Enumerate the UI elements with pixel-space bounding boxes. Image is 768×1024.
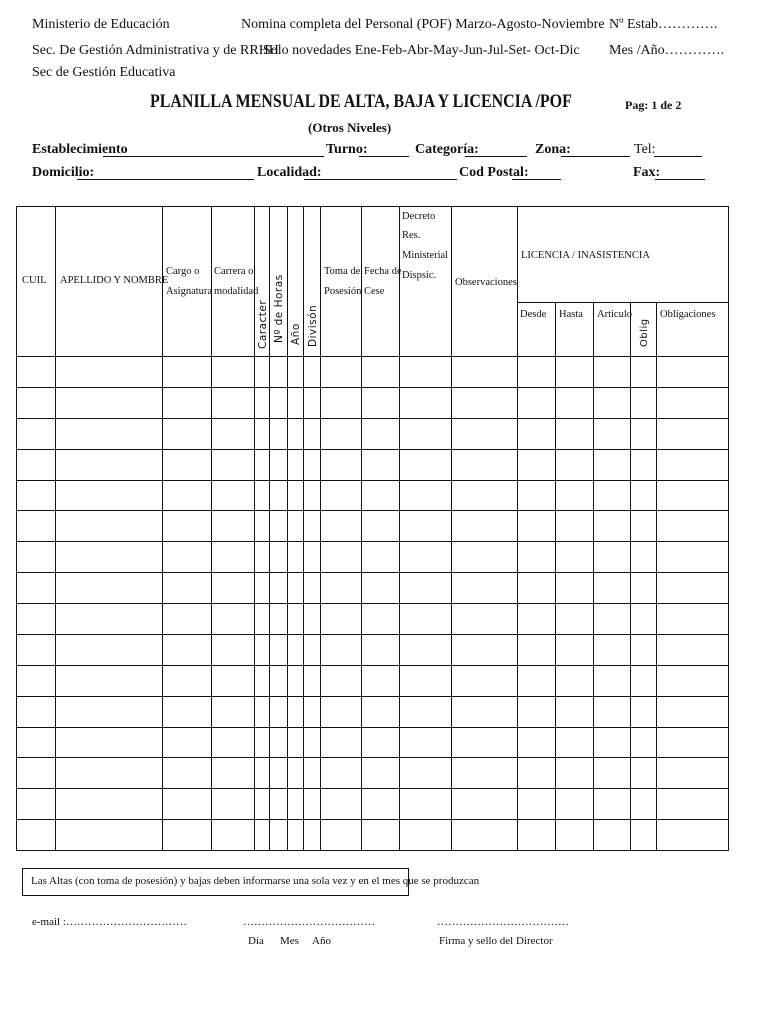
col-divider bbox=[451, 207, 452, 850]
header-cargo-2: Asignatura bbox=[166, 286, 213, 297]
header-horas: Nº de Horas bbox=[273, 274, 285, 343]
table-row-line bbox=[17, 449, 729, 450]
table-row-line bbox=[17, 541, 729, 542]
domicilio-line[interactable] bbox=[77, 179, 254, 180]
col-divider bbox=[269, 207, 270, 850]
col-divider bbox=[211, 207, 212, 850]
header-fecha-1: Fecha de bbox=[364, 266, 402, 277]
header-anio: Año bbox=[290, 323, 302, 345]
note-box bbox=[22, 868, 480, 896]
turno-label: Turno: bbox=[326, 142, 368, 157]
header-caracter: Caracter bbox=[257, 299, 269, 349]
page-number: Pag: 1 de 2 bbox=[625, 98, 682, 112]
header-bottom-line bbox=[17, 356, 729, 357]
categoria-line[interactable] bbox=[465, 156, 527, 157]
table-row-line bbox=[17, 696, 729, 697]
header-cuil: CUIL bbox=[22, 275, 47, 286]
zona-label: Zona: bbox=[535, 142, 571, 157]
cod-postal-label: Cod Postal: bbox=[459, 165, 529, 180]
zona-line[interactable] bbox=[561, 156, 630, 157]
turno-line[interactable] bbox=[359, 156, 409, 157]
sec-admin-label: Sec. De Gestión Administrativa y de RRHH bbox=[32, 43, 279, 58]
personnel-table bbox=[16, 206, 729, 851]
header-toma-1: Toma de bbox=[324, 266, 361, 277]
header-licencia: LICENCIA / INASISTENCIA bbox=[521, 250, 650, 261]
tel-label: Tel: bbox=[634, 142, 656, 157]
col-divider bbox=[593, 302, 594, 850]
col-divider bbox=[399, 207, 400, 850]
header-toma-2: Posesión bbox=[324, 286, 362, 297]
tel-line[interactable] bbox=[654, 156, 702, 157]
novedades-label: Solo novedades Ene-Feb-Abr-May-Jun-Jul-Set- Oct-Dic bbox=[263, 43, 580, 58]
domicilio-label: Domicilio: bbox=[32, 165, 95, 180]
ministry-label: Ministerio de Educación bbox=[32, 17, 170, 32]
table-row-line bbox=[17, 418, 729, 419]
header-decreto-1: Decreto bbox=[402, 211, 436, 222]
col-divider bbox=[517, 207, 518, 850]
col-divider bbox=[555, 302, 556, 850]
dia-label: Día bbox=[248, 935, 264, 947]
header-oblig: Oblig bbox=[639, 318, 650, 347]
header-decreto-2: Res. bbox=[402, 230, 421, 241]
header-division: Divisón bbox=[307, 304, 319, 347]
date-dots: ……………………………… bbox=[243, 916, 375, 928]
table-row-line bbox=[17, 572, 729, 573]
table-row-line bbox=[17, 387, 729, 388]
col-divider bbox=[630, 302, 631, 850]
col-divider bbox=[287, 207, 288, 850]
header-desde: Desde bbox=[520, 309, 547, 320]
header-observaciones: Observaciones bbox=[455, 277, 517, 288]
col-divider bbox=[656, 302, 657, 850]
page-title: PLANILLA MENSUAL DE ALTA, BAJA Y LICENCIA /POF bbox=[150, 91, 572, 112]
header-obligaciones: Obligaciones bbox=[660, 309, 716, 320]
table-row-line bbox=[17, 480, 729, 481]
header-cargo-1: Cargo o bbox=[166, 266, 200, 277]
col-divider bbox=[254, 207, 255, 850]
firma-label: Firma y sello del Director bbox=[439, 935, 553, 947]
signature-dots: ……………………………… bbox=[437, 916, 569, 928]
localidad-line[interactable] bbox=[304, 179, 457, 180]
cod-postal-line[interactable] bbox=[512, 179, 561, 180]
licencia-subheader-line bbox=[517, 302, 729, 303]
header-hasta: Hasta bbox=[559, 309, 583, 320]
establecimiento-label: Establecimiento bbox=[32, 142, 128, 157]
table-row-line bbox=[17, 510, 729, 511]
mes-label: Mes bbox=[280, 935, 299, 947]
header-decreto-3: Ministerial bbox=[402, 250, 449, 261]
col-divider bbox=[361, 207, 362, 850]
mes-anio-field: Mes /Año…………. bbox=[609, 43, 725, 58]
table-row-line bbox=[17, 665, 729, 666]
col-divider bbox=[55, 207, 56, 850]
categoria-label: Categoría: bbox=[415, 142, 479, 157]
sec-edu-label: Sec de Gestión Educativa bbox=[32, 65, 176, 80]
note-text: Las Altas (con toma de posesión) y bajas deben informarse una sola vez y en el mes que se produzcan bbox=[31, 875, 480, 887]
col-divider bbox=[303, 207, 304, 850]
table-row-line bbox=[17, 757, 729, 758]
page-subtitle: (Otros Niveles) bbox=[308, 120, 392, 135]
table-row-line bbox=[17, 603, 729, 604]
table-row-line bbox=[17, 819, 729, 820]
header-fecha-2: Cese bbox=[364, 286, 385, 297]
col-divider bbox=[162, 207, 163, 850]
header-articulo: Articulo bbox=[597, 309, 632, 320]
fax-line[interactable] bbox=[655, 179, 705, 180]
localidad-label: Localidad: bbox=[257, 165, 322, 180]
anio-label: Año bbox=[312, 935, 331, 947]
nomina-label: Nomina completa del Personal (POF) Marzo-Agosto-Noviembre bbox=[241, 17, 605, 32]
email-field: e-mail :…………………………… bbox=[32, 916, 187, 928]
establecimiento-line[interactable] bbox=[103, 156, 324, 157]
col-divider bbox=[320, 207, 321, 850]
header-carrera-1: Carrera o bbox=[214, 266, 254, 277]
table-row-line bbox=[17, 788, 729, 789]
header-decreto-4: Dispsic. bbox=[402, 270, 437, 281]
fax-label: Fax: bbox=[633, 165, 661, 180]
table-row-line bbox=[17, 727, 729, 728]
estab-field: Nº Estab…………. bbox=[609, 17, 718, 32]
table-row-line bbox=[17, 634, 729, 635]
header-carrera-2: modalidad bbox=[214, 286, 259, 297]
header-apellido: APELLIDO Y NOMBRE bbox=[60, 275, 169, 286]
